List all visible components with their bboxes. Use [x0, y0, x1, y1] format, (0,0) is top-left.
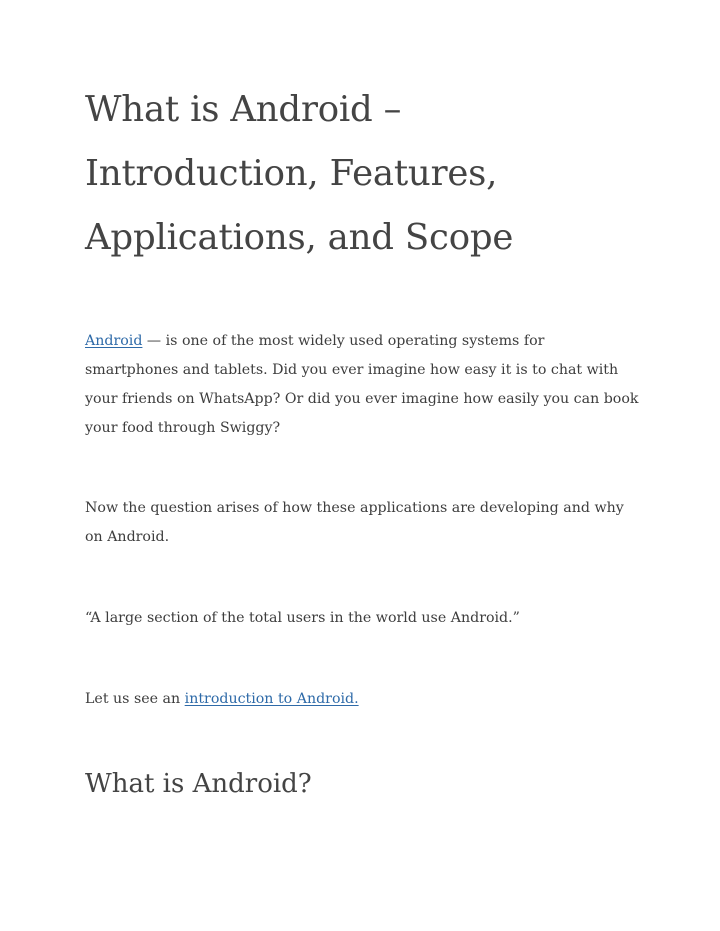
android-link[interactable]: Android: [85, 333, 143, 349]
introduction-paragraph: [85, 685, 640, 714]
introduction-to-android-link[interactable]: introduction to Android.: [184, 691, 359, 707]
quote-paragraph: “A large section of the total users in the world use Android.”: [85, 610, 520, 626]
intro-text: — is one of the most widely used operating systems for smartphones and tablets. Did you ever imagine how easy it is to chat with your friends on WhatsApp? Or did you ever imagine how easily you can book your food through Swiggy?: [85, 333, 639, 436]
question-paragraph: Now the question arises of how these applications are developing and why on Android.: [85, 500, 624, 545]
intro-paragraph: [85, 327, 640, 443]
article-content: [85, 78, 640, 804]
introduction-prefix: Let us see an: [85, 691, 185, 707]
section-heading: What is Android?: [85, 769, 312, 799]
article-title: What is Android – Introduction, Features, Applications, and Scope: [85, 89, 514, 258]
